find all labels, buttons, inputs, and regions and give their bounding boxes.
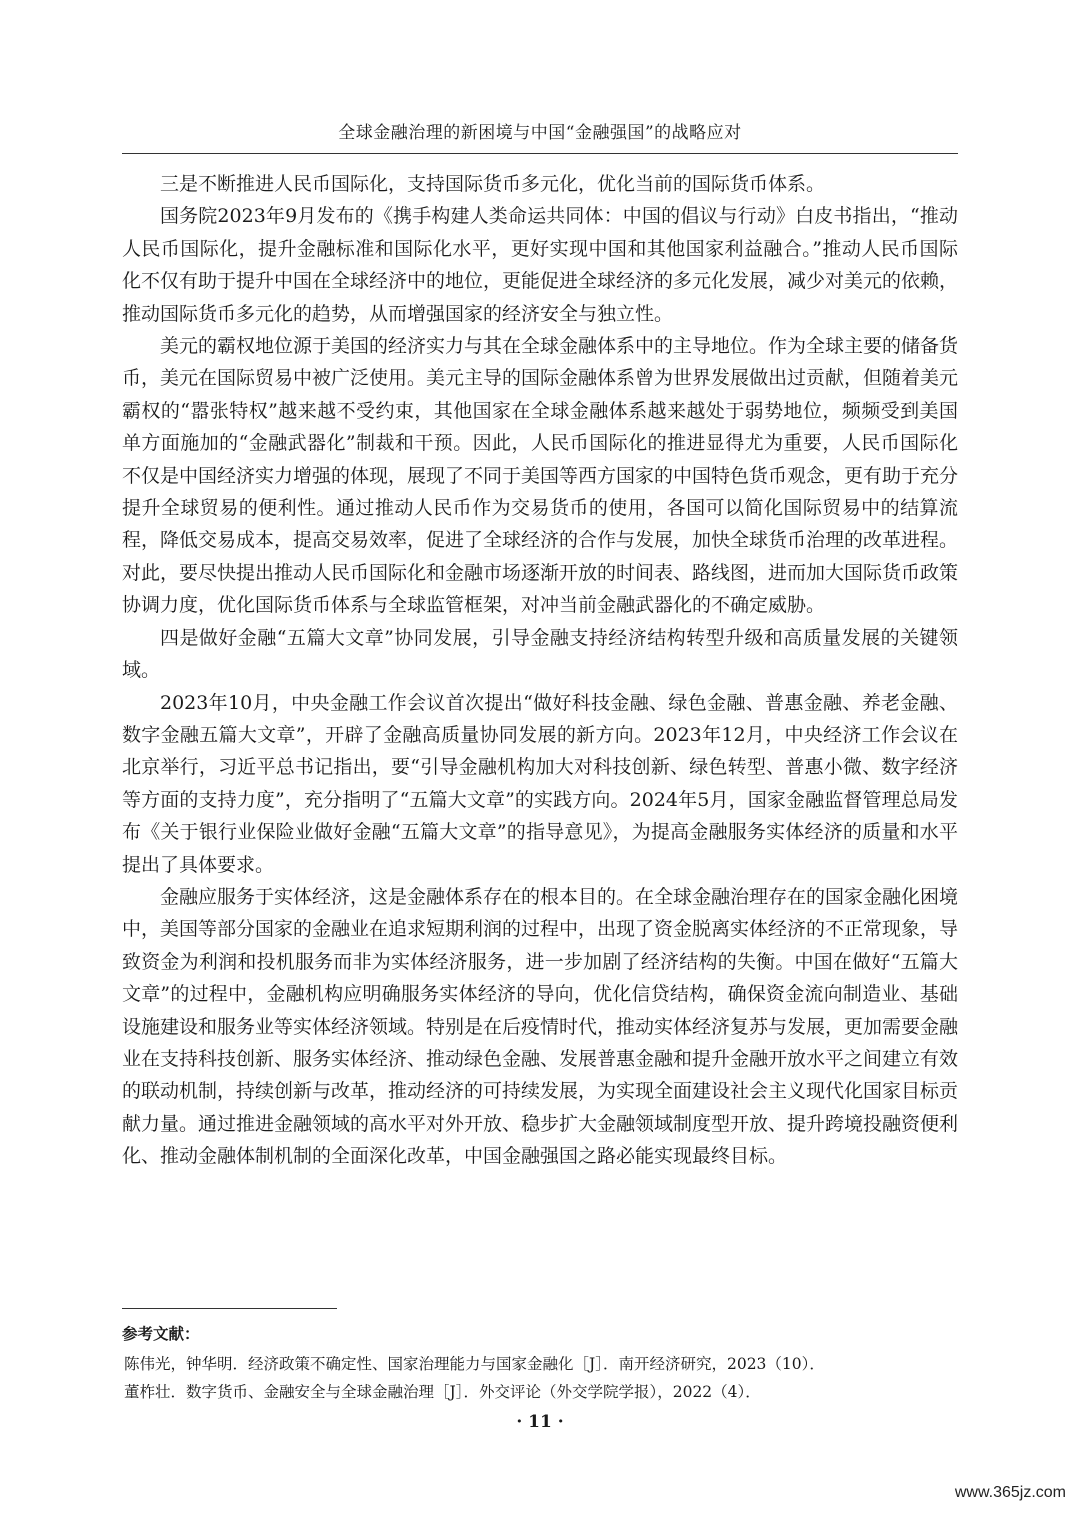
running-header: 全球金融治理的新困境与中国“金融强国”的战略应对	[122, 118, 958, 154]
reference-item: 陈伟光，钟华明．经济政策不确定性、国家治理能力与国家金融化［J］．南开经济研究，2023（10）．	[124, 1355, 825, 1373]
page-number: · 11 ·	[516, 1412, 564, 1432]
paragraph-conference: 2023年10月，中央金融工作会议首次提出“做好科技金融、绿色金融、普惠金融、养老金融、数字金融五篇大文章”，开辟了金融高质量协同发展的新方向。2023年12月，中央经济工作会议在北京举行，习近平总书记指出，要“引导金融机构加大对科技创新、绿色转型、普惠小微、数字经济等方面的支持力度”，充分指明了“五篇大文章”的实践方向。2024年5月，国家金融监督管理总局发布《关于银行业保险业做好金融“五篇大文章”的指导意见》，为提高金融服务实体经济的质量和水平提出了具体要求。	[122, 691, 958, 876]
paragraph-real-economy: 金融应服务于实体经济，这是金融体系存在的根本目的。在全球金融治理存在的国家金融化困境中，美国等部分国家的金融业在追求短期利润的过程中，出现了资金脱离实体经济的不正常现象，导致资金为利润和投机服务而非为实体经济服务，进一步加剧了经济结构的失衡。中国在做好“五篇大文章”的过程中，金融机构应明确服务实体经济的导向，优化信贷结构，确保资金流向制造业、基础设施建设和服务业等实体经济领域。特别是在后疫情时代，推动实体经济复苏与发展，更加需要金融业在支持科技创新、服务实体经济、推动绿色金融、发展普惠金融和提升金融开放水平之间建立有效的联动机制，持续创新与改革，推动经济的可持续发展，为实现全面建设社会主义现代化国家目标贡献力量。通过推进金融领域的高水平对外开放、稳步扩大金融领域制度型开放、提升跨境投融资便利化、推动金融体制机制的全面深化改革，中国金融强国之路必能实现最终目标。	[122, 885, 959, 1168]
watermark-text: www.365jz.com	[954, 1484, 1066, 1501]
paragraph-white-paper: 国务院2023年9月发布的《携手构建人类命运共同体：中国的倡议与行动》白皮书指出，“推动人民币国际化，提升金融标准和国际化水平，更好实现中国和其他国家利益融合。”推动人民币国际化不仅有助于提升中国在全球经济中的地位，更能促进全球经济的多元化发展，减少对美元的依赖，推动国际货币多元化的趋势，从而增强国家的经济安全与独立性。	[122, 205, 959, 325]
references-heading: 参考文献：	[122, 1324, 200, 1343]
paragraph-point-three: 三是不断推进人民币国际化，支持国际货币多元化，优化当前的国际货币体系。	[160, 173, 826, 195]
footnote-divider	[122, 1308, 337, 1309]
paragraph-dollar-hegemony: 美元的霸权地位源于美国的经济实力与其在全球金融体系中的主导地位。作为全球主要的储备货币，美元在国际贸易中被广泛使用。美元主导的国际金融体系曾为世界发展做出过贡献，但随着美元霸权的“嚣张特权”越来越不受约束，其他国家在全球金融体系越来越处于弱势地位，频频受到美国单方面施加的“金融武器化”制裁和干预。因此，人民币国际化的推进显得尤为重要，人民币国际化不仅是中国经济实力增强的体现，展现了不同于美国等西方国家的中国特色货币观念，更有助于充分提升全球贸易的便利性。通过推动人民币作为交易货币的使用，各国可以简化国际贸易中的结算流程，降低交易成本，提高交易效率，促进了全球经济的合作与发展，加快全球货币治理的改革进程。对此，要尽快提出推动人民币国际化和金融市场逐渐开放的时间表、路线图，进而加大国际货币政策协调力度，优化国际货币体系与全球监管框架，对冲当前金融武器化的不确定威胁。	[122, 335, 959, 617]
reference-item: 董柞壮．数字货币、金融安全与全球金融治理［J］．外交评论（外交学院学报），2022（4）．	[124, 1383, 761, 1401]
paragraph-point-four: 四是做好金融“五篇大文章”协同发展，引导金融支持经济结构转型升级和高质量发展的关键领域。	[122, 626, 958, 682]
references-section	[122, 1320, 958, 1406]
article-body	[122, 168, 958, 1173]
